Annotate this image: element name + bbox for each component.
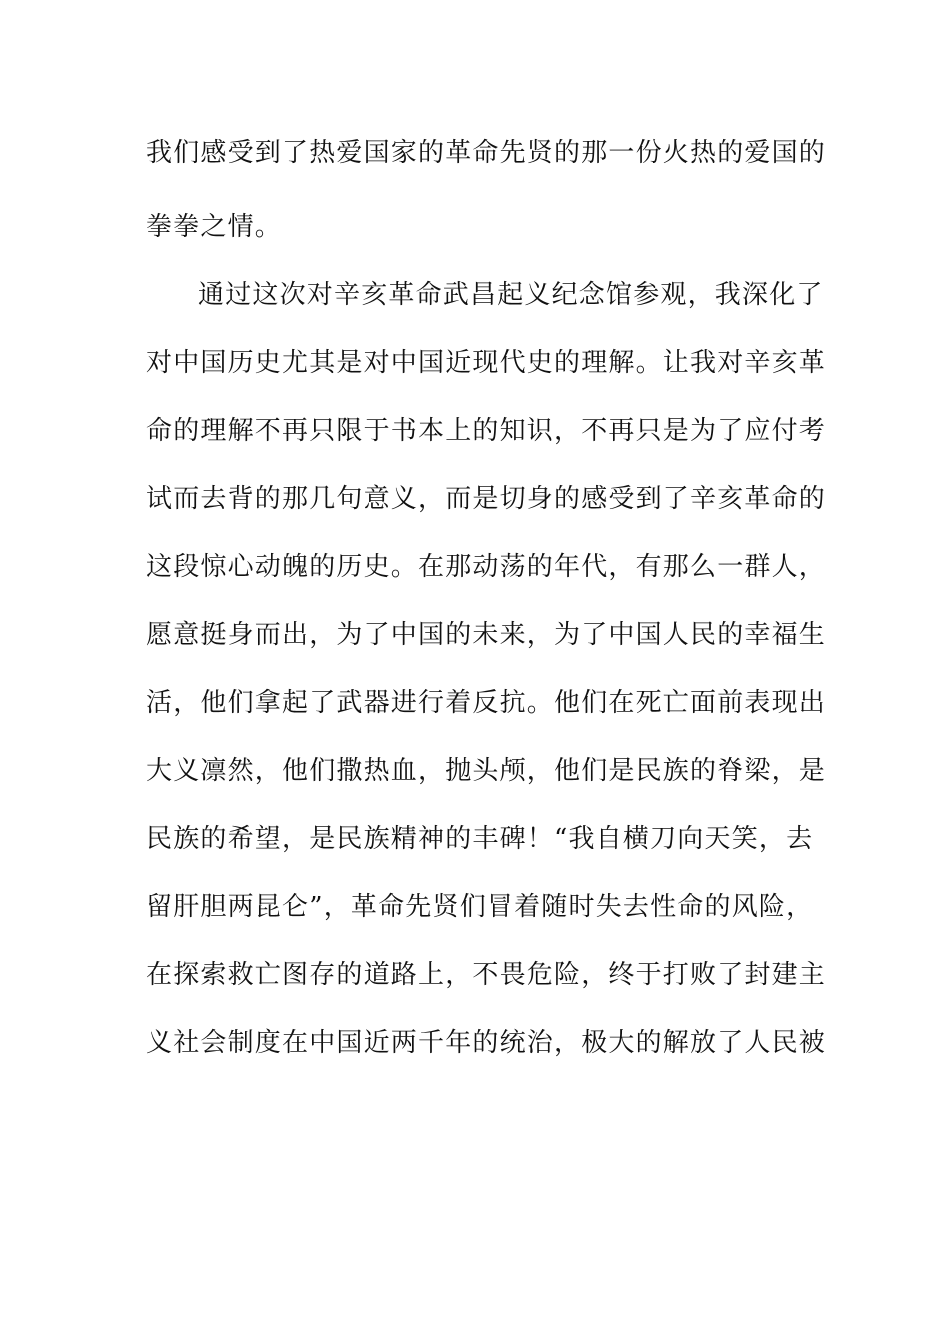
text-line: 留肝胆两昆仑”，革命先贤们冒着随时失去性命的风险， [146,892,814,922]
text-line: 通过这次对辛亥革命武昌起义纪念馆参观，我深化了 [198,280,824,310]
text-line: 愿意挺身而出，为了中国的未来，为了中国人民的幸福生 [146,620,827,650]
text-line: 活，他们拿起了武器进行着反抗。他们在死亡面前表现出 [146,688,827,718]
text-line: 对中国历史尤其是对中国近现代史的理解。让我对辛亥革 [146,348,827,378]
text-line: 义社会制度在中国近两千年的统治，极大的解放了人民被 [146,1028,827,1058]
text-line: 拳拳之情。 [146,212,283,242]
text-line: 在探索救亡图存的道路上，不畏危险，终于打败了封建主 [146,960,827,990]
text-line: 这段惊心动魄的历史。在那动荡的年代，有那么一群人， [146,552,827,582]
text-line: 大义凛然，他们撒热血，抛头颅，他们是民族的脊梁，是 [146,756,827,786]
text-line: 我们感受到了热爱国家的革命先贤的那一份火热的爱国的 [146,138,827,168]
text-line: 试而去背的那几句意义，而是切身的感受到了辛亥革命的 [146,484,827,514]
text-line: 命的理解不再只限于书本上的知识，不再只是为了应付考 [146,416,827,446]
text-line: 民族的希望，是民族精神的丰碑！“我自横刀向天笑，去 [146,824,814,854]
